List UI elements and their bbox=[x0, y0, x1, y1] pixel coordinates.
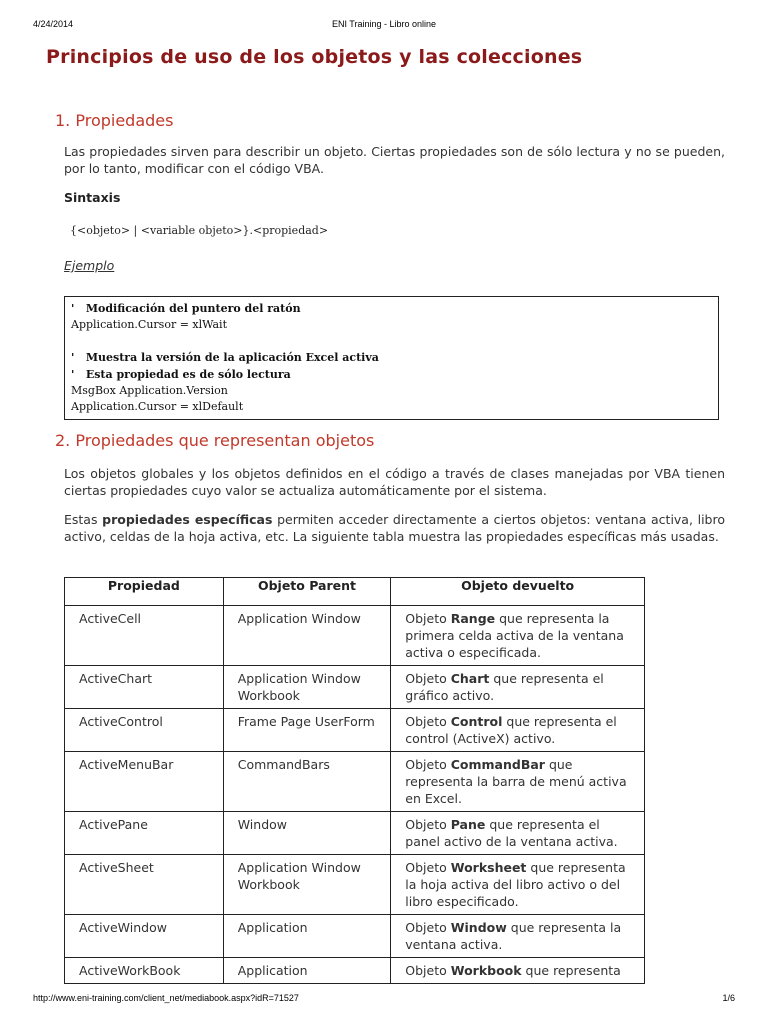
cell-objeto-devuelto bbox=[391, 855, 645, 915]
cell-objeto-parent: Application Window Workbook bbox=[223, 666, 391, 709]
para2-bold-term: propiedades específicas bbox=[102, 512, 273, 527]
code-example-box bbox=[64, 296, 719, 420]
print-page-number: 1/6 bbox=[722, 993, 735, 1003]
syntax-label: Sintaxis bbox=[64, 190, 121, 205]
properties-table bbox=[64, 577, 645, 984]
syntax-code: {<objeto> | <variable objeto>}.<propiedad> bbox=[70, 224, 329, 237]
cell-propiedad: ActiveWindow bbox=[65, 915, 224, 958]
column-header-objeto-devuelto: Objeto devuelto bbox=[391, 578, 645, 606]
table-row bbox=[65, 752, 645, 812]
cell-text-suffix: que representa bbox=[521, 963, 621, 978]
cell-objeto-devuelto bbox=[391, 709, 645, 752]
section-heading-propiedades: 1. Propiedades bbox=[55, 111, 174, 130]
cell-objeto-parent: Window bbox=[223, 812, 391, 855]
cell-objeto-devuelto bbox=[391, 752, 645, 812]
print-page-title: ENI Training - Libro online bbox=[331, 19, 437, 29]
cell-object-name: CommandBar bbox=[450, 757, 545, 772]
cell-objeto-devuelto bbox=[391, 666, 645, 709]
cell-objeto-parent: Application bbox=[223, 958, 391, 984]
cell-propiedad: ActiveCell bbox=[65, 606, 224, 666]
table-row bbox=[65, 855, 645, 915]
table-row bbox=[65, 709, 645, 752]
column-header-objeto-parent: Objeto Parent bbox=[223, 578, 391, 606]
cell-objeto-parent: Application bbox=[223, 915, 391, 958]
code-line: ' Muestra la versión de la aplicación Excel activa bbox=[71, 351, 379, 365]
cell-text-prefix: Objeto bbox=[405, 963, 451, 978]
table-row bbox=[65, 606, 645, 666]
code-line: MsgBox Application.Version bbox=[71, 383, 228, 397]
cell-objeto-parent: Application Window Workbook bbox=[223, 855, 391, 915]
cell-text-suffix: que representa el panel activo de la ventana activa. bbox=[405, 817, 618, 849]
cell-text-prefix: Objeto bbox=[405, 757, 451, 772]
cell-text-prefix: Objeto bbox=[405, 860, 451, 875]
cell-objeto-devuelto bbox=[391, 958, 645, 984]
cell-propiedad: ActiveSheet bbox=[65, 855, 224, 915]
code-line: Application.Cursor = xlWait bbox=[71, 318, 227, 332]
cell-propiedad: ActiveWorkBook bbox=[65, 958, 224, 984]
cell-objeto-devuelto bbox=[391, 915, 645, 958]
print-url: http://www.eni-training.com/client_net/mediabook.aspx?idR=71527 bbox=[33, 993, 299, 1003]
cell-object-name: Pane bbox=[450, 817, 486, 832]
table-row bbox=[65, 915, 645, 958]
print-date: 4/24/2014 bbox=[33, 19, 74, 29]
cell-propiedad: ActiveChart bbox=[65, 666, 224, 709]
para2-suffix: permiten acceder directamente a ciertos objetos: ventana activa, libro activo, celdas de la hoja activa, etc. La siguiente tabla muestra las propiedades específicas más usadas. bbox=[64, 512, 725, 544]
cell-propiedad: ActiveMenuBar bbox=[65, 752, 224, 812]
code-line: Application.Cursor = xlDefault bbox=[71, 400, 244, 414]
table-row bbox=[65, 666, 645, 709]
section1-intro: Las propiedades sirven para describir un objeto. Ciertas propiedades son de sólo lectura y no se pueden, por lo tanto, modificar con el código VBA. bbox=[64, 144, 725, 176]
cell-object-name: Range bbox=[450, 611, 496, 626]
cell-text-prefix: Objeto bbox=[405, 817, 451, 832]
cell-objeto-devuelto bbox=[391, 606, 645, 666]
table-row bbox=[65, 812, 645, 855]
cell-object-name: Window bbox=[450, 920, 507, 935]
cell-objeto-devuelto bbox=[391, 812, 645, 855]
cell-propiedad: ActiveControl bbox=[65, 709, 224, 752]
example-label: Ejemplo bbox=[64, 258, 115, 273]
code-line: ' Esta propiedad es de sólo lectura bbox=[71, 367, 291, 381]
para2-prefix: Estas bbox=[64, 512, 103, 527]
code-line: ' Modificación del puntero del ratón bbox=[71, 302, 301, 315]
cell-object-name: Chart bbox=[450, 671, 490, 686]
cell-text-suffix: que representa la primera celda activa de la ventana activa o especificada. bbox=[405, 611, 624, 660]
cell-propiedad: ActivePane bbox=[65, 812, 224, 855]
section-heading-propiedades-objetos: 2. Propiedades que representan objetos bbox=[55, 431, 375, 450]
cell-text-suffix: que representa la barra de menú activa en Excel. bbox=[405, 757, 627, 806]
cell-objeto-parent: Frame Page UserForm bbox=[223, 709, 391, 752]
table-row bbox=[65, 958, 645, 984]
cell-object-name: Worksheet bbox=[450, 860, 527, 875]
cell-objeto-parent: CommandBars bbox=[223, 752, 391, 812]
cell-text-prefix: Objeto bbox=[405, 671, 451, 686]
cell-object-name: Workbook bbox=[450, 963, 522, 978]
section2-para1: Los objetos globales y los objetos definidos en el código a través de clases manejadas por VBA tienen ciertas propiedades cuyo valor se actualiza automáticamente por el sistema. bbox=[64, 466, 725, 498]
cell-text-suffix: que representa el gráfico activo. bbox=[405, 671, 604, 703]
cell-text-prefix: Objeto bbox=[405, 714, 451, 729]
code-line bbox=[71, 334, 712, 350]
cell-object-name: Control bbox=[450, 714, 503, 729]
cell-text-suffix: que representa el control (ActiveX) activo. bbox=[405, 714, 617, 746]
column-header-propiedad: Propiedad bbox=[65, 578, 224, 606]
section2-para2 bbox=[64, 511, 725, 545]
table-body bbox=[65, 606, 645, 984]
table-header-row bbox=[65, 578, 645, 606]
cell-text-prefix: Objeto bbox=[405, 920, 451, 935]
cell-text-suffix: que representa la ventana activa. bbox=[405, 920, 622, 952]
cell-text-suffix: que representa la hoja activa del libro activo o del libro especificado. bbox=[405, 860, 626, 909]
page-title: Principios de uso de los objetos y las colecciones bbox=[46, 46, 583, 68]
cell-text-prefix: Objeto bbox=[405, 611, 451, 626]
cell-objeto-parent: Application Window bbox=[223, 606, 391, 666]
